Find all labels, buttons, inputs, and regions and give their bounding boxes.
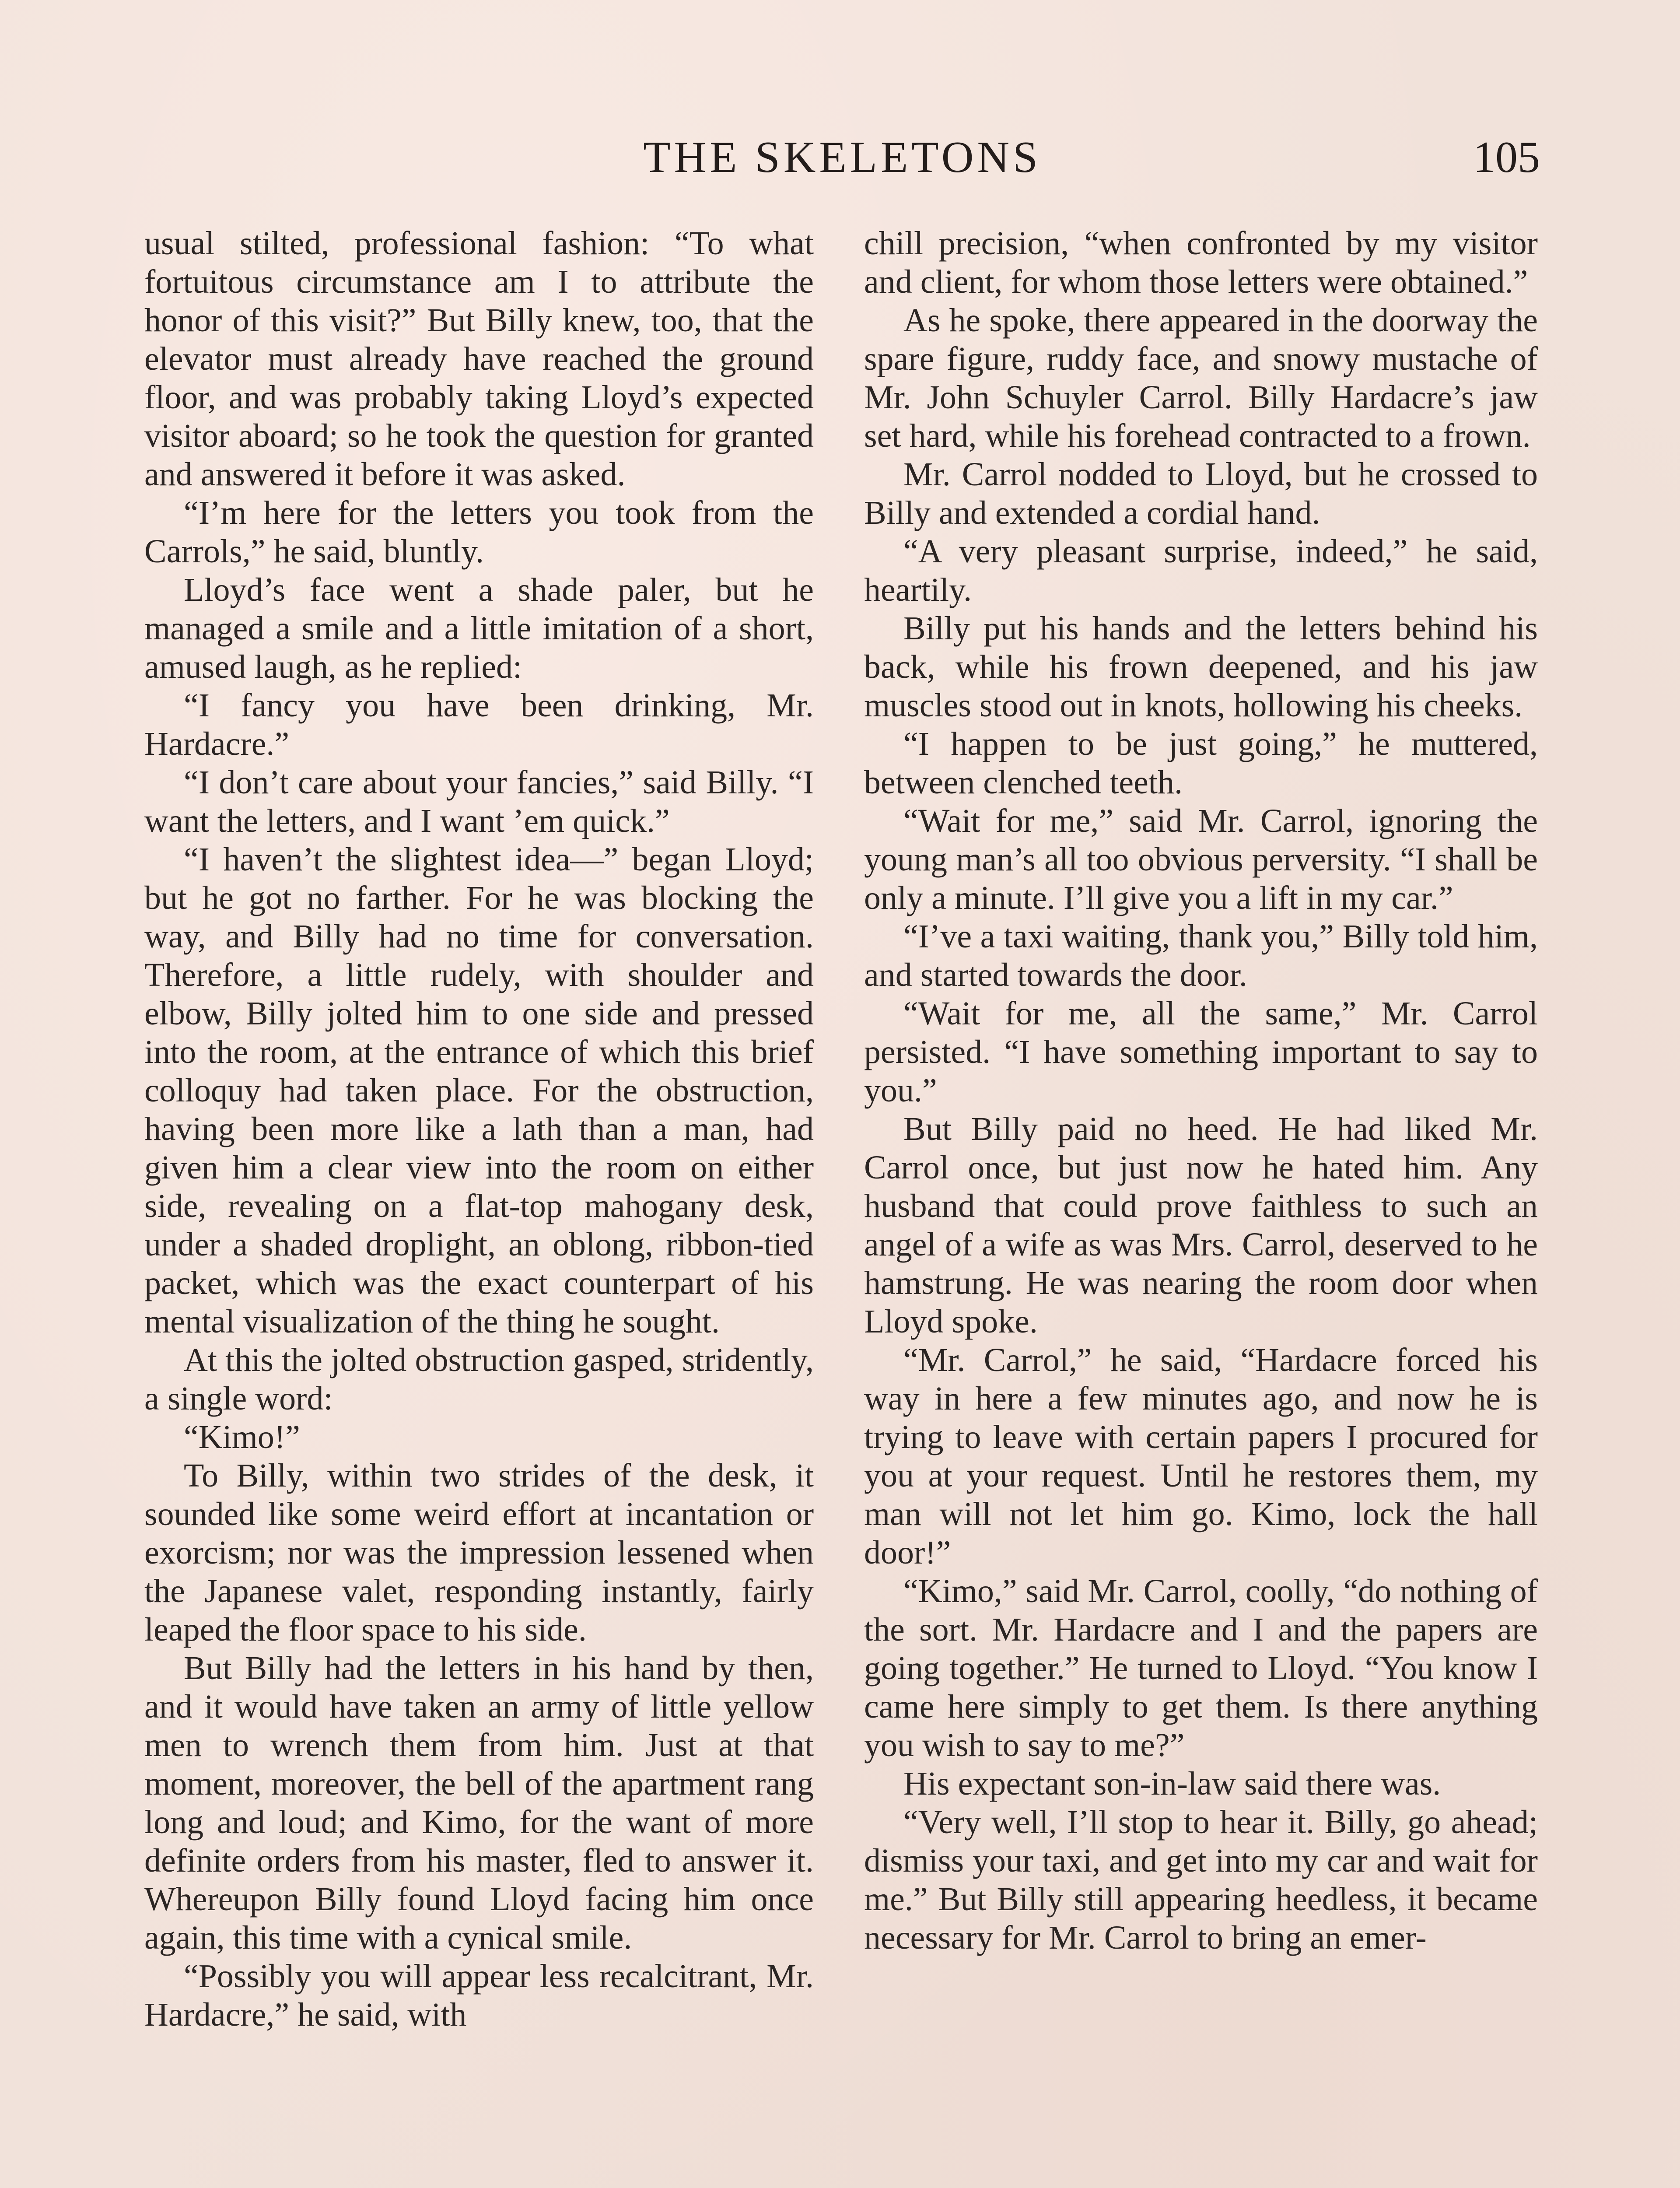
paragraph: Lloyd’s face went a shade paler, but he managed a smile and a little imitation of a short, amused laugh, as he replied:	[144, 572, 814, 685]
paragraph: “A very pleasant surprise, indeed,” he said, heartily.	[864, 533, 1538, 608]
paragraph: “Kimo!”	[184, 1419, 300, 1455]
paragraph: But Billy had the letters in his hand by then, and it would have taken an army of little yellow men to wrench them from him. Just at that moment, moreover, the bell of the apartment rang long and loud; and Kimo, for the want of more definite orders from his master, fled to answer it. Whereupon Billy found Lloyd facing him once again, this time with a cynical smile.	[144, 1650, 814, 1956]
paragraph: “Mr. Carrol,” he said, “Hardacre forced his way in here a few minutes ago, and now he is trying to leave with certain papers I procured for you at your request. Until he restores them, my man will not let him go. Kimo, lock the hall door!”	[864, 1342, 1538, 1571]
paragraph: “Very well, I’ll stop to hear it. Billy, go ahead; dismiss your taxi, and get into my car and wait for me.” But Billy still appearing heedless, it became necessary for Mr. Carrol to bring an emer-	[864, 1804, 1538, 1956]
right-column	[864, 224, 1538, 1957]
paragraph: Mr. Carrol nodded to Lloyd, but he crossed to Billy and extended a cordial hand.	[864, 456, 1538, 531]
paragraph: “I haven’t the slightest idea—” began Lloyd; but he got no farther. For he was blocking the way, and Billy had no time for conversation. Therefore, a little rudely, with shoulder and elbow, Billy jolted him to one side and pressed into the room, at the entrance of which this brief colloquy had taken place. For the obstruction, having been more like a lath than a man, had given him a clear view into the room on either side, revealing on a flat-top mahogany desk, under a shaded droplight, an oblong, ribbon-tied packet, which was the exact counterpart of his mental visualization of the thing he sought.	[144, 841, 814, 1340]
running-head	[144, 127, 1540, 193]
paragraph: “I don’t care about your fancies,” said Billy. “I want the letters, and I want ’em quick.”	[144, 764, 814, 839]
paragraph: Billy put his hands and the letters behind his back, while his frown deepened, and his jaw muscles stood out in knots, hollowing his cheeks.	[864, 610, 1538, 724]
paragraph: To Billy, within two strides of the desk, it sounded like some weird effort at incantation or exorcism; nor was the impression lessened when the Japanese valet, responding instantly, fairly leaped the floor space to his side.	[144, 1457, 814, 1648]
paragraph: “I’m here for the letters you took from the Carrols,” he said, bluntly.	[144, 494, 814, 570]
paragraph: As he spoke, there appeared in the doorway the spare figure, ruddy face, and snowy mustache of Mr. John Schuyler Carrol. Billy Hardacre’s jaw set hard, while his forehead contracted to a frown.	[864, 302, 1538, 454]
paragraph: “Kimo,” said Mr. Carrol, coolly, “do nothing of the sort. Mr. Hardacre and I and the papers are going together.” He turned to Lloyd. “You know I came here simply to get them. Is there anything you wish to say to me?”	[864, 1573, 1538, 1764]
paragraph: “I fancy you have been drinking, Mr. Hardacre.”	[144, 687, 814, 762]
paragraph: At this the jolted obstruction gasped, stridently, a single word:	[144, 1342, 814, 1417]
left-column	[144, 224, 814, 2034]
paragraph: “Wait for me,” said Mr. Carrol, ignoring the young man’s all too obvious perversity. “I shall be only a minute. I’ll give you a lift in my car.”	[864, 803, 1538, 916]
paragraph: “I happen to be just going,” he muttered, between clenched teeth.	[864, 726, 1538, 801]
running-title: THE SKELETONS	[643, 133, 1041, 182]
page-number: 105	[1473, 133, 1540, 182]
paragraph: usual stilted, professional fashion: “To what fortuitous circumstance am I to attribute the honor of this visit?” But Billy knew, too, that the elevator must already have reached the ground floor, and was probably taking Lloyd’s expected visitor aboard; so he took the question for granted and answered it before it was asked.	[144, 225, 814, 493]
paragraph: “Possibly you will appear less recalcitrant, Mr. Hardacre,” he said, with	[144, 1958, 814, 2033]
paragraph: His expectant son-in-law said there was.	[903, 1765, 1441, 1802]
paragraph: “Wait for me, all the same,” Mr. Carrol persisted. “I have something important to say to you.”	[864, 995, 1538, 1109]
paragraph: But Billy paid no heed. He had liked Mr. Carrol once, but just now he hated him. Any husband that could prove faithless to such an angel of a wife as was Mrs. Carrol, deserved to he hamstrung. He was nearing the room door when Lloyd spoke.	[864, 1111, 1538, 1340]
paragraph: “I’ve a taxi waiting, thank you,” Billy told him, and started towards the door.	[864, 918, 1538, 993]
paragraph: chill precision, “when confronted by my visitor and client, for whom those letters were obtained.”	[864, 225, 1538, 300]
